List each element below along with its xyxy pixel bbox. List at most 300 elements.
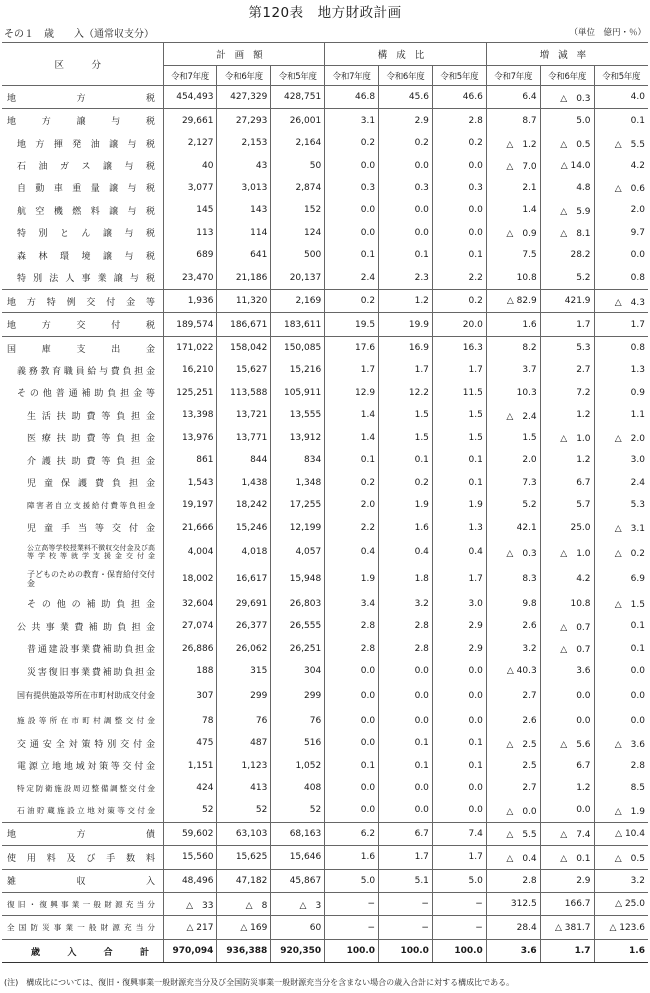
row-label — [2, 222, 163, 244]
row-label-text: 地方交付税 — [7, 321, 155, 332]
cell-value: 1.7 — [432, 846, 486, 869]
row-label-text: 石油貯蔵施設立地対策等交付金 — [17, 805, 155, 815]
cell-value: 26,062 — [217, 638, 271, 660]
cell-value: 312.5 — [486, 893, 540, 916]
cell-value: △ 5.6 — [540, 732, 594, 754]
cell-value: 0.0 — [379, 710, 433, 732]
cell-value: △ 0.9 — [486, 222, 540, 244]
cell-value: 2.7 — [486, 777, 540, 799]
cell-value: 1.2 — [379, 289, 433, 312]
row-label-text: 特定防衛施設周辺整備調整交付金 — [17, 783, 155, 793]
cell-value: 1.5 — [432, 427, 486, 449]
row-label-text: 地方譲与税 — [7, 117, 155, 128]
cell-value: 0.2 — [325, 289, 379, 312]
cell-value: 2.9 — [432, 638, 486, 660]
row-label — [2, 86, 163, 109]
cell-value: 1.7 — [379, 846, 433, 869]
row-label-text: 雑収入 — [7, 877, 155, 888]
cell-value: 3.2 — [594, 869, 648, 892]
cell-value: 4,018 — [217, 539, 271, 566]
table-row — [2, 359, 648, 381]
cell-value: 0.2 — [432, 289, 486, 312]
cell-value: 3.6 — [540, 660, 594, 682]
row-label — [2, 336, 163, 359]
cell-value: 186,671 — [217, 313, 271, 336]
cell-value: 0.0 — [379, 777, 433, 799]
cell-value: △ 25.0 — [594, 893, 648, 916]
cell-value: 3.1 — [325, 109, 379, 132]
table-subtitle: その１ 歳 入（通常収支分） — [4, 29, 154, 40]
cell-value: 9.7 — [594, 222, 648, 244]
cell-value: 8.7 — [486, 109, 540, 132]
cell-value: 0.1 — [379, 754, 433, 776]
cell-value: 0.0 — [432, 222, 486, 244]
cell-value: 0.3 — [432, 177, 486, 199]
cell-value: 26,803 — [271, 593, 325, 615]
cell-value: 26,251 — [271, 638, 325, 660]
table-row — [2, 471, 648, 493]
cell-value: 19,197 — [163, 494, 217, 516]
row-label-text: 国有提供施設等所在市町村助成交付金 — [17, 691, 155, 701]
cell-value: 1.9 — [432, 494, 486, 516]
cell-value: 166.7 — [540, 893, 594, 916]
cell-value: 59,602 — [163, 822, 217, 845]
cell-value: − — [325, 893, 379, 916]
cell-value: 150,085 — [271, 336, 325, 359]
cell-value: 2.8 — [594, 754, 648, 776]
row-label — [2, 593, 163, 615]
cell-value: 29,691 — [217, 593, 271, 615]
row-label — [2, 893, 163, 916]
cell-value: 0.0 — [594, 683, 648, 710]
cell-value: 1.6 — [379, 516, 433, 538]
cell-value: 143 — [217, 199, 271, 221]
cell-value: 1.4 — [486, 199, 540, 221]
row-label-text: 石油ガス譲与税 — [17, 162, 155, 173]
row-label-text: その他の補助負担金 — [27, 600, 155, 611]
row-label — [2, 516, 163, 538]
cell-value: △ 169 — [217, 916, 271, 939]
cell-value: 0.0 — [325, 732, 379, 754]
row-label — [2, 660, 163, 682]
cell-value: △ 217 — [163, 916, 217, 939]
cell-value: 15,627 — [217, 359, 271, 381]
cell-value: 8.3 — [486, 566, 540, 593]
cell-value: 46.8 — [325, 86, 379, 109]
cell-value: 26,886 — [163, 638, 217, 660]
cell-value: △ 123.6 — [594, 916, 648, 939]
table-row — [2, 132, 648, 154]
cell-value: 21,186 — [217, 267, 271, 290]
cell-value: 1.4 — [325, 427, 379, 449]
table-row — [2, 777, 648, 799]
cell-value: 3.6 — [486, 939, 540, 962]
cell-value: △ 381.7 — [540, 916, 594, 939]
cell-value: 158,042 — [217, 336, 271, 359]
cell-value: 13,555 — [271, 404, 325, 426]
table-row — [2, 893, 648, 916]
cell-value: 125,251 — [163, 382, 217, 404]
row-label-text: 公立高等学校授業料不徴収交付金及び高等学校等就学支援金交付金 — [27, 543, 155, 561]
cell-value: 10.3 — [486, 382, 540, 404]
cell-value: 0.0 — [325, 154, 379, 176]
cell-value: 0.2 — [325, 132, 379, 154]
cell-value: 0.0 — [379, 199, 433, 221]
cell-value: 299 — [271, 683, 325, 710]
cell-value: 0.0 — [325, 710, 379, 732]
cell-value: 0.1 — [379, 449, 433, 471]
cell-value: △ 14.0 — [540, 154, 594, 176]
cell-value: △ 0.2 — [594, 539, 648, 566]
table-row — [2, 267, 648, 290]
row-label-text: 障害者自立支援給付費等負担金 — [27, 500, 155, 510]
cell-value: 1.5 — [379, 404, 433, 426]
cell-value: − — [432, 916, 486, 939]
row-label — [2, 777, 163, 799]
cell-value: 0.0 — [379, 154, 433, 176]
column-header-year: 令和5年度 — [594, 66, 648, 86]
cell-value: 52 — [217, 799, 271, 822]
cell-value: 1.2 — [540, 777, 594, 799]
cell-value: 0.8 — [594, 267, 648, 290]
cell-value: 0.0 — [594, 660, 648, 682]
cell-value: 421.9 — [540, 289, 594, 312]
cell-value: 2.0 — [325, 494, 379, 516]
row-label — [2, 754, 163, 776]
cell-value: 16.3 — [432, 336, 486, 359]
cell-value: 834 — [271, 449, 325, 471]
table-row — [2, 683, 648, 710]
cell-value: 1,348 — [271, 471, 325, 493]
footnote: (注) 構成比については、復旧・復興事業一般財源充当分及び全国防災事業一般財源充当分を含まない場合の歳入合計に対する構成比である。 — [4, 978, 515, 987]
cell-value: 16,617 — [217, 566, 271, 593]
cell-value: 100.0 — [432, 939, 486, 962]
row-label-text: 災害復旧事業費補助負担金 — [27, 667, 155, 678]
row-label-text: 生活扶助費等負担金 — [27, 411, 155, 422]
cell-value: 6.4 — [486, 86, 540, 109]
cell-value: 45,867 — [271, 869, 325, 892]
row-label-text: 児童保護費負担金 — [27, 479, 155, 490]
table-row — [2, 199, 648, 221]
cell-value: 145 — [163, 199, 217, 221]
cell-value: 413 — [217, 777, 271, 799]
cell-value: 4,057 — [271, 539, 325, 566]
row-label — [2, 939, 163, 962]
cell-value: △ 40.3 — [486, 660, 540, 682]
row-label — [2, 199, 163, 221]
cell-value: △ 3 — [271, 893, 325, 916]
table-row — [2, 494, 648, 516]
cell-value: 2.4 — [594, 471, 648, 493]
cell-value: 2,164 — [271, 132, 325, 154]
cell-value: 0.1 — [379, 244, 433, 266]
cell-value: 1.7 — [379, 359, 433, 381]
cell-value: 3.7 — [486, 359, 540, 381]
row-label — [2, 732, 163, 754]
cell-value: 3.0 — [594, 449, 648, 471]
cell-value: 3.2 — [379, 593, 433, 615]
cell-value: 16,210 — [163, 359, 217, 381]
row-label-text: 電源立地地域対策等交付金 — [17, 762, 155, 773]
cell-value: 2.6 — [486, 710, 540, 732]
cell-value: 113,588 — [217, 382, 271, 404]
column-header-year: 令和7年度 — [163, 66, 217, 86]
cell-value: 0.0 — [325, 199, 379, 221]
cell-value: △ 7.4 — [540, 822, 594, 845]
cell-value: 7.2 — [540, 382, 594, 404]
cell-value: 15,560 — [163, 846, 217, 869]
cell-value: 1,936 — [163, 289, 217, 312]
cell-value: 100.0 — [325, 939, 379, 962]
row-label-text: 地方債 — [7, 830, 155, 841]
cell-value: 60 — [271, 916, 325, 939]
cell-value: 113 — [163, 222, 217, 244]
cell-value: 152 — [271, 199, 325, 221]
row-label — [2, 244, 163, 266]
cell-value: 124 — [271, 222, 325, 244]
row-label-text: 森林環境譲与税 — [17, 251, 155, 262]
cell-value: 78 — [163, 710, 217, 732]
cell-value: 21,666 — [163, 516, 217, 538]
total-row — [2, 939, 648, 962]
cell-value: 1.3 — [594, 359, 648, 381]
cell-value: 6.7 — [540, 754, 594, 776]
cell-value: 1,151 — [163, 754, 217, 776]
cell-value: 13,771 — [217, 427, 271, 449]
cell-value: 970,094 — [163, 939, 217, 962]
cell-value: 0.1 — [432, 449, 486, 471]
table-row — [2, 516, 648, 538]
cell-value: 0.2 — [379, 132, 433, 154]
table-row — [2, 177, 648, 199]
cell-value: 3,077 — [163, 177, 217, 199]
cell-value: 0.2 — [432, 132, 486, 154]
cell-value: 2.7 — [540, 359, 594, 381]
cell-value: 15,216 — [271, 359, 325, 381]
cell-value: △ 8.1 — [540, 222, 594, 244]
table-row — [2, 593, 648, 615]
cell-value: 0.0 — [325, 683, 379, 710]
cell-value: 28.2 — [540, 244, 594, 266]
table-row — [2, 754, 648, 776]
cell-value: 1.7 — [432, 359, 486, 381]
cell-value: 4,004 — [163, 539, 217, 566]
cell-value: 2.0 — [594, 199, 648, 221]
cell-value: △ 1.0 — [540, 427, 594, 449]
cell-value: 3,013 — [217, 177, 271, 199]
cell-value: 1.1 — [594, 404, 648, 426]
cell-value: 13,976 — [163, 427, 217, 449]
cell-value: 424 — [163, 777, 217, 799]
cell-value: 6.2 — [325, 822, 379, 845]
cell-value: 2.2 — [325, 516, 379, 538]
cell-value: 0.2 — [379, 471, 433, 493]
row-label — [2, 539, 163, 566]
cell-value: 0.0 — [432, 799, 486, 822]
cell-value: 12.2 — [379, 382, 433, 404]
unit-note: （単位 億円・％） — [569, 28, 646, 38]
row-label — [2, 471, 163, 493]
cell-value: 32,604 — [163, 593, 217, 615]
cell-value: 2.4 — [325, 267, 379, 290]
cell-value: 0.1 — [325, 754, 379, 776]
cell-value: △ 0.3 — [540, 86, 594, 109]
cell-value: 3.0 — [432, 593, 486, 615]
cell-value: 1.7 — [594, 313, 648, 336]
cell-value: 0.0 — [432, 777, 486, 799]
cell-value: 0.4 — [325, 539, 379, 566]
cell-value: 2.0 — [486, 449, 540, 471]
cell-value: 188 — [163, 660, 217, 682]
finance-plan-table — [2, 42, 648, 963]
cell-value: 13,398 — [163, 404, 217, 426]
column-header-year: 令和5年度 — [271, 66, 325, 86]
cell-value: 0.8 — [594, 336, 648, 359]
cell-value: 0.0 — [379, 799, 433, 822]
cell-value: 8.2 — [486, 336, 540, 359]
cell-value: 12.9 — [325, 382, 379, 404]
row-label-text: 全国防災事業一般財源充当分 — [7, 923, 155, 933]
cell-value: 2,874 — [271, 177, 325, 199]
cell-value: 1.4 — [325, 404, 379, 426]
row-label — [2, 382, 163, 404]
cell-value: 0.0 — [432, 154, 486, 176]
cell-value: 26,377 — [217, 615, 271, 637]
cell-value: 18,242 — [217, 494, 271, 516]
cell-value: △ 3.6 — [594, 732, 648, 754]
cell-value: 0.0 — [432, 660, 486, 682]
cell-value: 1.6 — [594, 939, 648, 962]
cell-value: 1.7 — [432, 566, 486, 593]
row-label-text: 児童手当等交付金 — [27, 524, 155, 535]
cell-value: 2.7 — [486, 683, 540, 710]
column-header-year: 令和6年度 — [379, 66, 433, 86]
cell-value: 0.0 — [540, 799, 594, 822]
cell-value: 7.5 — [486, 244, 540, 266]
cell-value: 2.9 — [379, 109, 433, 132]
cell-value: △ 82.9 — [486, 289, 540, 312]
table-row — [2, 313, 648, 336]
table-row — [2, 732, 648, 754]
cell-value: 5.2 — [486, 494, 540, 516]
cell-value: 10.8 — [486, 267, 540, 290]
cell-value: △ 0.6 — [594, 177, 648, 199]
cell-value: 0.0 — [379, 222, 433, 244]
cell-value: 25.0 — [540, 516, 594, 538]
cell-value: △ 2.0 — [594, 427, 648, 449]
cell-value: 5.3 — [540, 336, 594, 359]
column-header-year: 令和7年度 — [325, 66, 379, 86]
cell-value: 10.8 — [540, 593, 594, 615]
cell-value: 844 — [217, 449, 271, 471]
cell-value: △ 5.5 — [486, 822, 540, 845]
cell-value: 1.7 — [325, 359, 379, 381]
cell-value: 27,293 — [217, 109, 271, 132]
cell-value: △ 5.9 — [540, 199, 594, 221]
cell-value: 475 — [163, 732, 217, 754]
cell-value: 11,320 — [217, 289, 271, 312]
cell-value: 3.4 — [325, 593, 379, 615]
cell-value: 52 — [271, 799, 325, 822]
cell-value: 1.5 — [486, 427, 540, 449]
cell-value: 1.6 — [486, 313, 540, 336]
table-row — [2, 244, 648, 266]
column-group-composition: 構成比 — [325, 43, 487, 66]
cell-value: 0.3 — [379, 177, 433, 199]
row-label — [2, 638, 163, 660]
cell-value: 5.2 — [540, 267, 594, 290]
cell-value: 2.1 — [486, 177, 540, 199]
table-row — [2, 336, 648, 359]
table-row — [2, 382, 648, 404]
table-row — [2, 566, 648, 593]
cell-value: 28.4 — [486, 916, 540, 939]
cell-value: 0.3 — [325, 177, 379, 199]
table-row — [2, 86, 648, 109]
cell-value: 304 — [271, 660, 325, 682]
cell-value: 5.0 — [540, 109, 594, 132]
cell-value: 2.8 — [379, 615, 433, 637]
cell-value: △ 2.5 — [486, 732, 540, 754]
cell-value: 2.9 — [540, 869, 594, 892]
cell-value: 1.2 — [540, 449, 594, 471]
row-label — [2, 359, 163, 381]
row-label — [2, 132, 163, 154]
cell-value: 2.3 — [379, 267, 433, 290]
row-label-text: 地方特例交付金等 — [7, 297, 155, 308]
cell-value: 13,721 — [217, 404, 271, 426]
cell-value: 15,246 — [217, 516, 271, 538]
cell-value: 0.0 — [379, 683, 433, 710]
cell-value: 48,496 — [163, 869, 217, 892]
cell-value: 19.9 — [379, 313, 433, 336]
column-header-year: 令和6年度 — [540, 66, 594, 86]
cell-value: △ 0.1 — [540, 846, 594, 869]
cell-value: 427,329 — [217, 86, 271, 109]
cell-value: △ 1.0 — [540, 539, 594, 566]
table-row — [2, 916, 648, 939]
cell-value: 19.5 — [325, 313, 379, 336]
cell-value: 1.8 — [379, 566, 433, 593]
cell-value: 18,002 — [163, 566, 217, 593]
cell-value: 2.6 — [486, 615, 540, 637]
cell-value: 45.6 — [379, 86, 433, 109]
table-row — [2, 846, 648, 869]
cell-value: 454,493 — [163, 86, 217, 109]
row-label — [2, 822, 163, 845]
cell-value: 29,661 — [163, 109, 217, 132]
cell-value: 50 — [271, 154, 325, 176]
column-header-category: 区 分 — [2, 43, 163, 86]
cell-value: 2.8 — [432, 109, 486, 132]
cell-value: 2.9 — [432, 615, 486, 637]
row-label — [2, 916, 163, 939]
cell-value: 46.6 — [432, 86, 486, 109]
cell-value: 0.4 — [432, 539, 486, 566]
cell-value: − — [432, 893, 486, 916]
page-title: 第120表 地方財政計画 — [248, 5, 402, 21]
cell-value: △ 0.0 — [486, 799, 540, 822]
cell-value: 0.0 — [325, 777, 379, 799]
cell-value: 307 — [163, 683, 217, 710]
cell-value: △ 8 — [217, 893, 271, 916]
cell-value: 0.4 — [379, 539, 433, 566]
table-row — [2, 660, 648, 682]
cell-value: 0.1 — [594, 109, 648, 132]
row-label — [2, 313, 163, 336]
row-label — [2, 427, 163, 449]
table-row — [2, 539, 648, 566]
